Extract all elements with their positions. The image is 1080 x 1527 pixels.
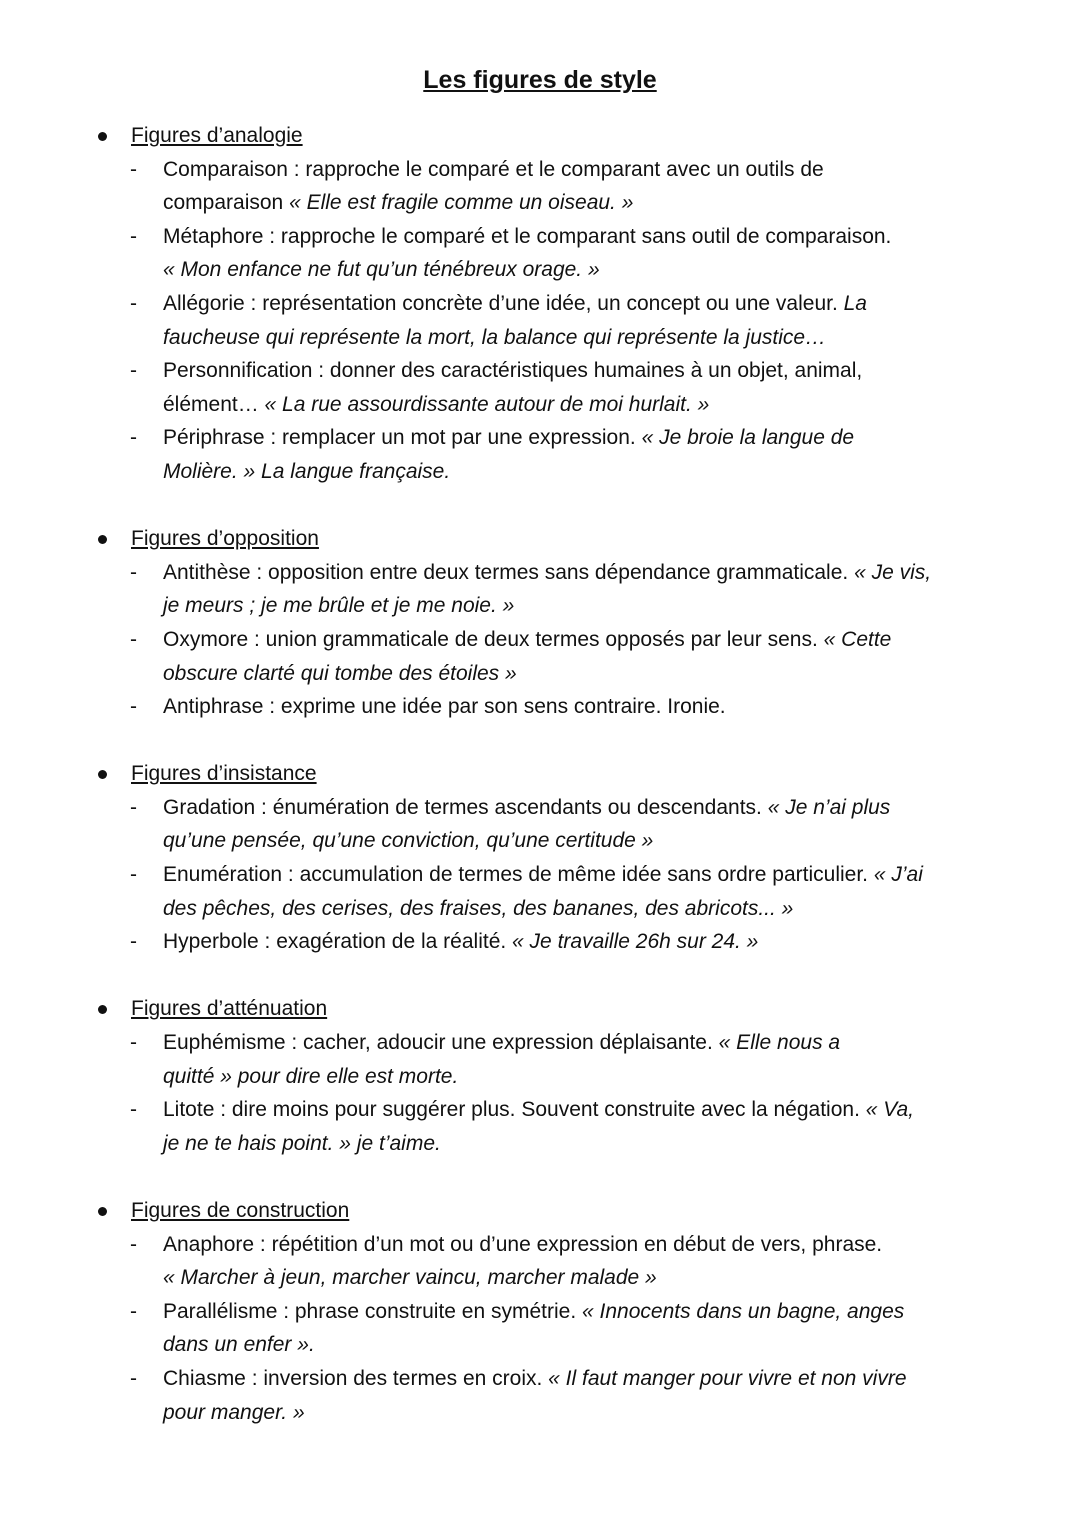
section-heading	[0, 119, 1080, 153]
definition-text: Périphrase : remplacer un mot par une expression.	[163, 426, 642, 450]
definition-text: comparaison	[163, 191, 290, 215]
example-text: « Va,	[865, 1098, 915, 1122]
item-line	[0, 455, 1080, 489]
example-text: « Cette	[823, 627, 892, 651]
dash-icon: -	[130, 1098, 137, 1122]
example-text: « La rue assourdissante autour de moi hurlait. »	[264, 392, 710, 416]
list-item	[0, 421, 1080, 488]
item-line	[0, 1127, 1080, 1161]
section	[0, 992, 1080, 1160]
definition-text: Enumération : accumulation de termes de même idée sans ordre particulier.	[163, 863, 874, 887]
definition-text: Personnification : donner des caractéristiques humaines à un objet, animal,	[163, 359, 863, 383]
example-text: je meurs ; je me brûle et je me noie. »	[163, 594, 515, 618]
example-text: quitté » pour dire elle est morte.	[163, 1064, 459, 1088]
example-text: « Je vis,	[854, 560, 932, 584]
dash-icon: -	[130, 795, 137, 819]
example-text: « Je travaille 26h sur 24. »	[512, 930, 759, 954]
item-line	[0, 892, 1080, 926]
example-text: « J’ai	[873, 863, 923, 887]
dash-icon: -	[130, 930, 137, 954]
example-text: des pêches, des cerises, des fraises, des bananes, des abricots... »	[163, 896, 794, 920]
example-text: « Il faut manger pour vivre et non vivre	[548, 1366, 907, 1390]
item-line	[0, 690, 1080, 724]
list-item	[0, 925, 1080, 959]
item-line	[0, 556, 1080, 590]
list-item	[0, 556, 1080, 623]
heading-text: Figures d’insistance	[131, 762, 317, 786]
list-item	[0, 690, 1080, 724]
definition-text: Litote : dire moins pour suggérer plus. Souvent construite avec la négation.	[163, 1098, 866, 1122]
bullet-icon	[98, 132, 107, 141]
list-item	[0, 858, 1080, 925]
list-item	[0, 1228, 1080, 1295]
heading-text: Figures d’atténuation	[131, 997, 328, 1021]
definition-text: Gradation : énumération de termes ascendants ou descendants.	[163, 795, 768, 819]
example-text: pour manger. »	[163, 1400, 305, 1424]
bullet-icon	[98, 535, 107, 544]
item-line	[0, 1026, 1080, 1060]
item-line	[0, 1228, 1080, 1262]
dash-icon: -	[130, 627, 137, 651]
example-text: « Je n’ai plus	[767, 795, 891, 819]
list-item	[0, 791, 1080, 858]
list-item	[0, 1295, 1080, 1362]
definition-text: Allégorie : représentation concrète d’une idée, un concept ou une valeur.	[163, 291, 844, 315]
section-heading	[0, 522, 1080, 556]
list-item	[0, 1362, 1080, 1429]
definition-text: Parallélisme : phrase construite en symétrie.	[163, 1299, 583, 1323]
definition-text: Comparaison : rapproche le comparé et le comparant avec un outils de	[163, 157, 824, 181]
list-item	[0, 287, 1080, 354]
section	[0, 757, 1080, 959]
dash-icon: -	[130, 560, 137, 584]
dash-icon: -	[130, 426, 137, 450]
dash-icon: -	[130, 224, 137, 248]
dash-icon: -	[130, 1031, 137, 1055]
list-item	[0, 220, 1080, 287]
example-text: « Elle est fragile comme un oiseau. »	[289, 191, 634, 215]
list-item	[0, 354, 1080, 421]
example-text: dans un enfer ».	[163, 1333, 315, 1357]
item-line	[0, 623, 1080, 657]
definition-text: Hyperbole : exagération de la réalité.	[163, 930, 513, 954]
dash-icon: -	[130, 157, 137, 181]
item-line	[0, 589, 1080, 623]
section-heading	[0, 757, 1080, 791]
list-item	[0, 153, 1080, 220]
example-text: je ne te hais point. » je t’aime.	[163, 1131, 441, 1155]
example-text: qu’une pensée, qu’une conviction, qu’une certitude »	[163, 829, 654, 853]
item-line	[0, 824, 1080, 858]
item-line	[0, 153, 1080, 187]
item-line	[0, 791, 1080, 825]
item-line	[0, 1093, 1080, 1127]
item-line	[0, 388, 1080, 422]
item-line	[0, 858, 1080, 892]
dash-icon: -	[130, 695, 137, 719]
item-line	[0, 657, 1080, 691]
definition-text: Anaphore : répétition d’un mot ou d’une expression en début de vers, phrase.	[163, 1232, 883, 1256]
example-text: « Marcher à jeun, marcher vaincu, marcher malade »	[163, 1266, 657, 1290]
example-text: Molière. » La langue française.	[163, 459, 451, 483]
definition-text: Chiasme : inversion des termes en croix.	[163, 1366, 549, 1390]
section-heading	[0, 1194, 1080, 1228]
section	[0, 522, 1080, 724]
item-line	[0, 925, 1080, 959]
definition-text: Antiphrase : exprime une idée par son sens contraire. Ironie.	[163, 695, 726, 719]
example-text: obscure clarté qui tombe des étoiles »	[163, 661, 517, 685]
heading-text: Figures de construction	[131, 1199, 350, 1222]
dash-icon: -	[130, 359, 137, 383]
bullet-icon	[98, 1207, 107, 1216]
definition-text: Euphémisme : cacher, adoucir une expression déplaisante.	[163, 1031, 719, 1055]
section	[0, 119, 1080, 489]
list-item	[0, 1026, 1080, 1093]
definition-text: élément…	[163, 392, 265, 416]
item-line	[0, 1362, 1080, 1396]
example-text: « Je broie la langue de	[641, 426, 855, 450]
list-item	[0, 623, 1080, 690]
item-line	[0, 220, 1080, 254]
example-text: « Elle nous a	[718, 1031, 841, 1055]
definition-text: Oxymore : union grammaticale de deux termes opposés par leur sens.	[163, 627, 824, 651]
bullet-icon	[98, 770, 107, 779]
example-text: « Mon enfance ne fut qu’un ténébreux orage. »	[163, 258, 600, 282]
item-line	[0, 186, 1080, 220]
item-line	[0, 421, 1080, 455]
item-line	[0, 354, 1080, 388]
example-text: « Innocents dans un bagne, anges	[582, 1299, 905, 1323]
document-body	[0, 119, 1080, 1463]
bullet-icon	[98, 1005, 107, 1014]
dash-icon: -	[130, 1232, 137, 1256]
heading-text: Figures d’analogie	[131, 124, 303, 147]
heading-text: Figures d’opposition	[131, 527, 319, 551]
dash-icon: -	[130, 1299, 137, 1323]
dash-icon: -	[130, 1366, 137, 1390]
item-line	[0, 287, 1080, 321]
dash-icon: -	[130, 291, 137, 315]
item-line	[0, 1396, 1080, 1430]
dash-icon: -	[130, 863, 137, 887]
item-line	[0, 1295, 1080, 1329]
item-line	[0, 321, 1080, 355]
example-text: La	[843, 291, 867, 315]
section-heading	[0, 992, 1080, 1026]
section	[0, 1194, 1080, 1429]
list-item	[0, 1093, 1080, 1160]
definition-text: Antithèse : opposition entre deux termes sans dépendance grammaticale.	[163, 560, 855, 584]
definition-text: Métaphore : rapproche le comparé et le comparant sans outil de comparaison.	[163, 224, 892, 248]
item-line	[0, 253, 1080, 287]
page-title: Les figures de style	[423, 66, 657, 94]
item-line	[0, 1261, 1080, 1295]
item-line	[0, 1060, 1080, 1094]
example-text: faucheuse qui représente la mort, la balance qui représente la justice…	[163, 325, 827, 349]
item-line	[0, 1328, 1080, 1362]
